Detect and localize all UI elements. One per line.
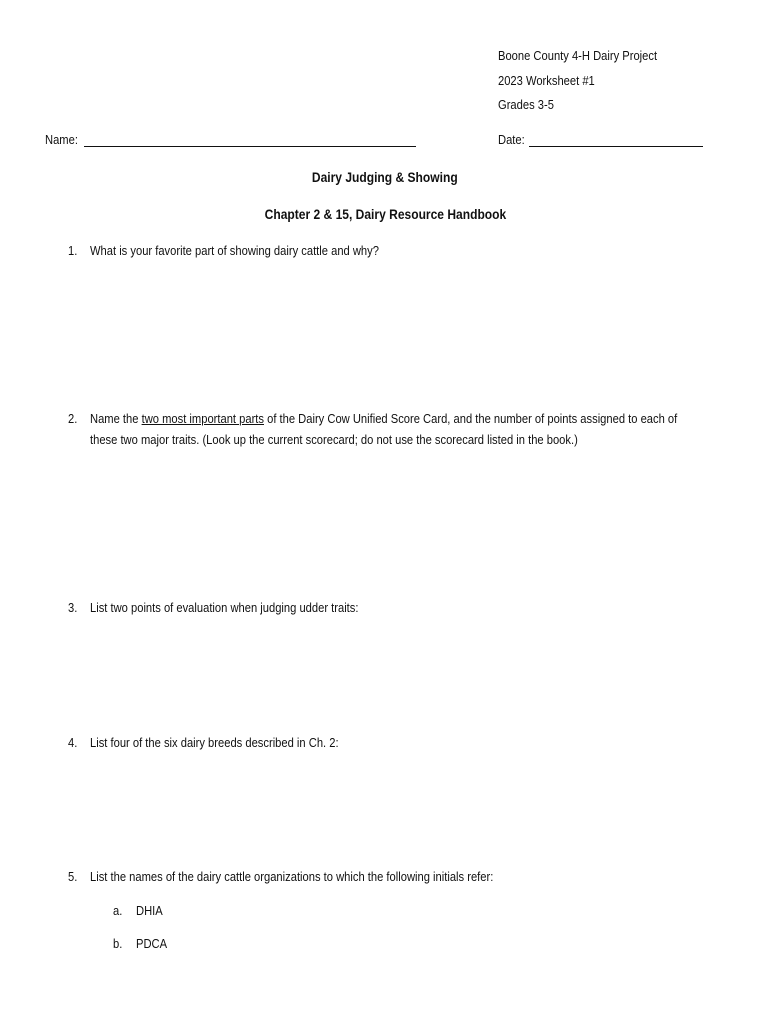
question-3-text: List two points of evaluation when judging udder traits: bbox=[90, 600, 359, 615]
question-2-text: Name the two most important parts of the Dairy Cow Unified Score Card, and the number of points assigned to each of bbox=[90, 411, 678, 426]
question-5a-text: DHIA bbox=[136, 903, 163, 918]
question-5a-letter: a. bbox=[113, 903, 123, 918]
name-blank-line[interactable] bbox=[84, 146, 416, 147]
question-4-text: List four of the six dairy breeds described in Ch. 2: bbox=[90, 735, 339, 750]
date-blank-line[interactable] bbox=[529, 146, 703, 147]
question-5-text: List the names of the dairy cattle organizations to which the following initials refer: bbox=[90, 869, 494, 884]
question-3-number: 3. bbox=[68, 600, 78, 615]
question-4-number: 4. bbox=[68, 735, 78, 750]
question-5b-text: PDCA bbox=[136, 936, 168, 951]
question-1-number: 1. bbox=[68, 243, 78, 258]
chapter-subtitle: Chapter 2 & 15, Dairy Resource Handbook bbox=[264, 206, 506, 222]
main-title: Dairy Judging & Showing bbox=[312, 169, 458, 185]
question-2-underlined-phrase: two most important parts bbox=[141, 411, 264, 426]
header-grades: Grades 3-5 bbox=[498, 97, 554, 112]
question-1-text: What is your favorite part of showing dairy cattle and why? bbox=[90, 243, 379, 258]
question-5-number: 5. bbox=[68, 869, 78, 884]
name-label: Name: bbox=[45, 132, 78, 147]
header-project: Boone County 4-H Dairy Project bbox=[498, 48, 658, 63]
date-label: Date: bbox=[498, 132, 525, 147]
question-2-text-line2: these two major traits. (Look up the current scorecard; do not use the scorecard listed in the book.) bbox=[90, 432, 578, 447]
question-2-number: 2. bbox=[68, 411, 78, 426]
question-5b-letter: b. bbox=[113, 936, 123, 951]
header-worksheet: 2023 Worksheet #1 bbox=[498, 73, 595, 88]
